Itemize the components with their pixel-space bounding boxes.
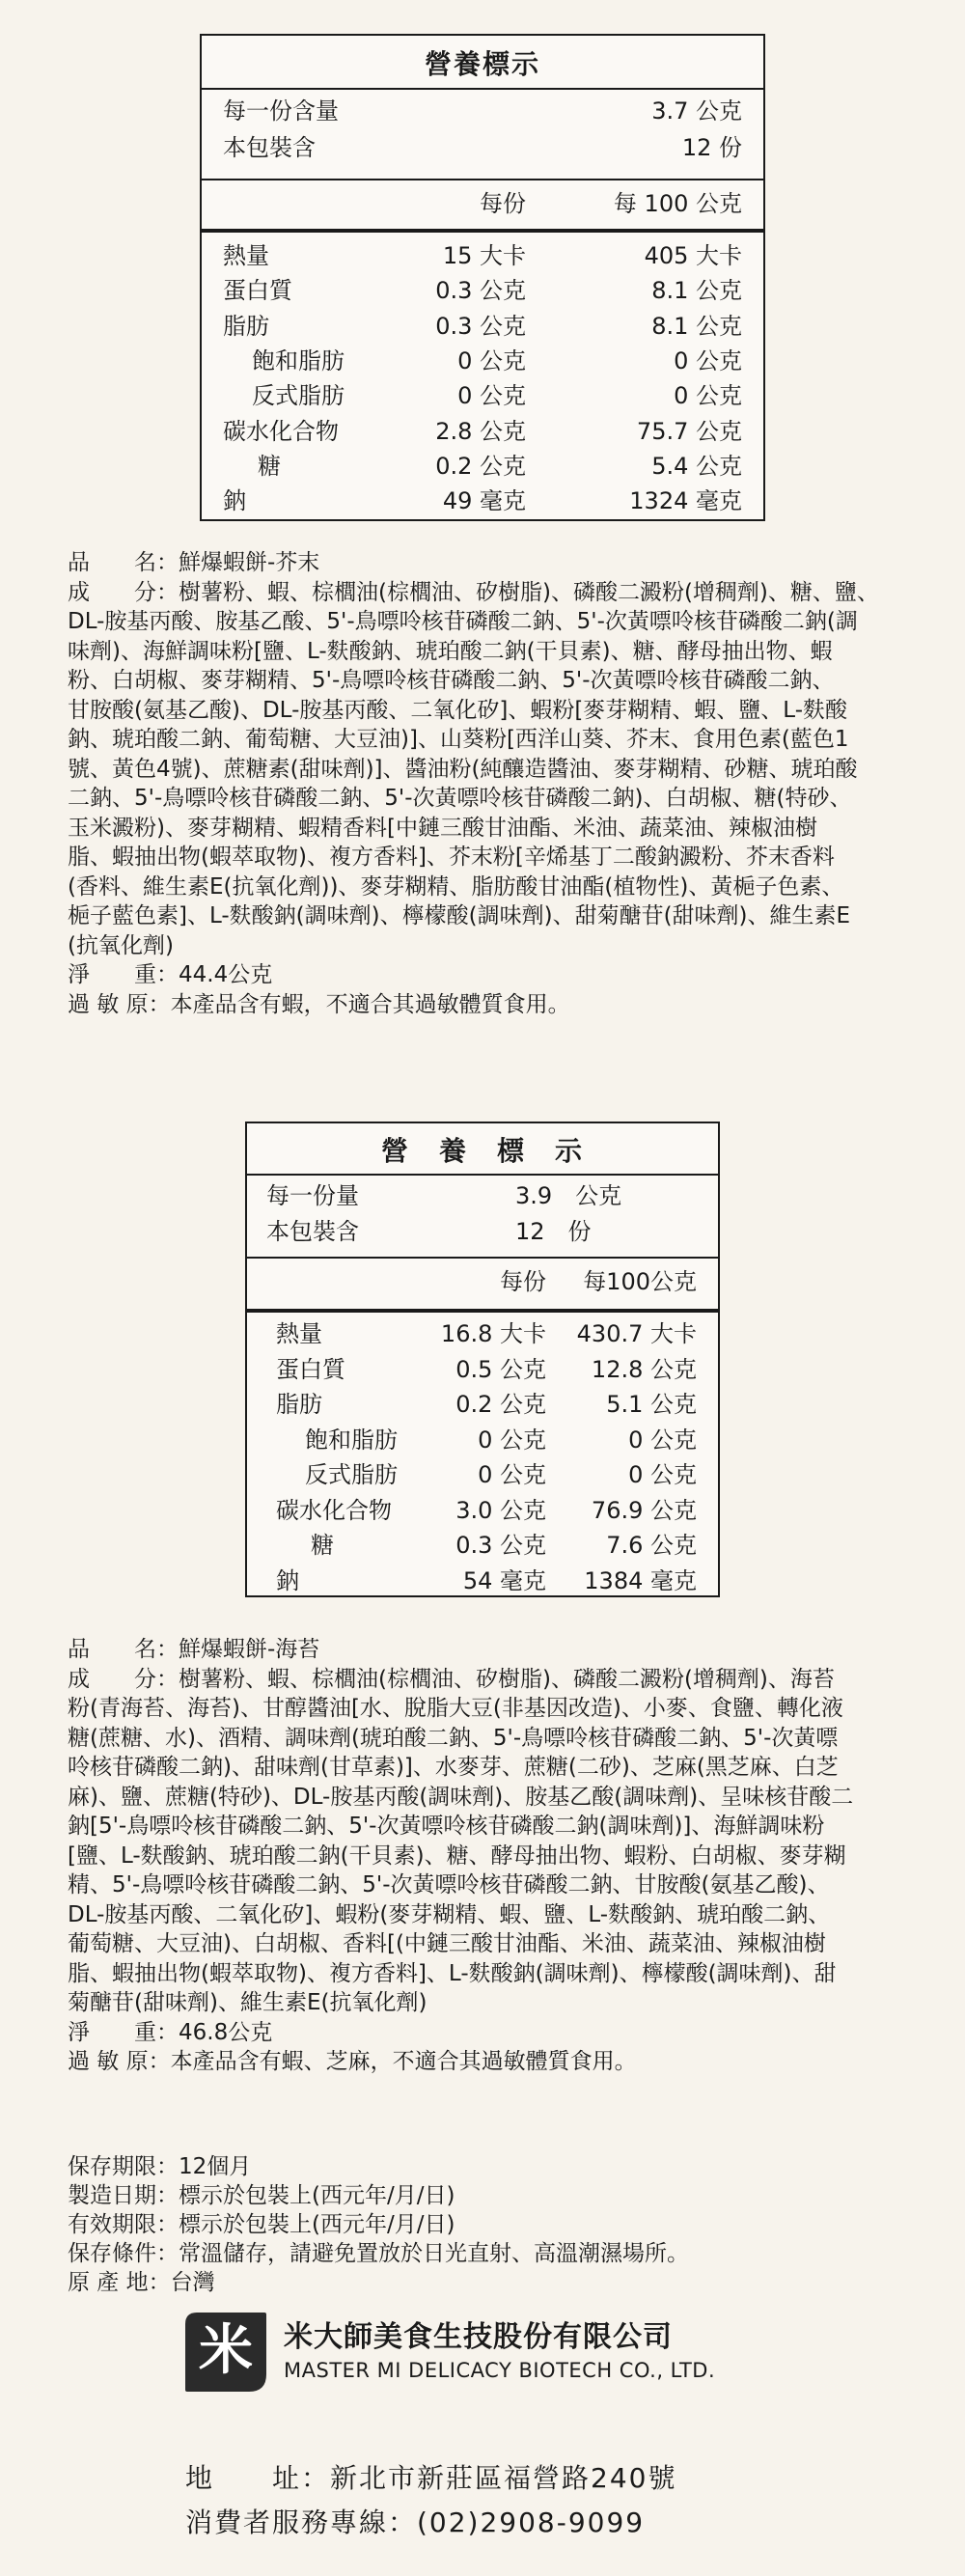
ingredient-line: DL-胺基丙酸、二氧化矽]、蝦粉(麥芽糊精、蝦、鹽、L-麩酸鈉、琥珀酸二鈉、: [68, 1901, 831, 1927]
ingredient-line: 號、黃色4號)、蔗糖素(甜味劑)]、醬油粉(純釀造醬油、麥芽糊精、砂糖、琥珀酸: [68, 756, 858, 782]
ingredient-line: 成 分：樹薯粉、蝦、棕櫚油(棕櫚油、矽樹脂)、磷酸二澱粉(增稠劑)、海苔: [68, 1666, 835, 1692]
ingredient-line: 淨 重：46.8公克: [68, 2019, 273, 2045]
nutrient-per-serving: 0.2 公克: [455, 1391, 546, 1418]
nutrient-per-100g: 5.1 公克: [606, 1391, 697, 1418]
servings-per-pack-label: 本包裝含: [266, 1218, 359, 1245]
ingredient-line: 二鈉、5'-鳥嘌呤核苷磷酸二鈉、5'-次黃嘌呤核苷磷酸二鈉)、白胡椒、糖(特砂、: [68, 786, 852, 811]
company-name-zh: 米大師美食生技股份有限公司: [284, 2320, 673, 2354]
nutrient-label: 反式脂肪: [252, 382, 345, 410]
ingredient-line: 梔子藍色素]、L-麩酸鈉(調味劑)、檸檬酸(調味劑)、甜菊醣苷(甜味劑)、維生素E: [68, 903, 851, 928]
servings-per-pack-row: [202, 130, 763, 165]
serving-size-value: 3.9 公克: [515, 1182, 622, 1209]
divider: [247, 1174, 718, 1176]
nutrient-per-100g: 0 公克: [674, 346, 742, 374]
nutrient-row: [247, 1316, 718, 1351]
nutrient-label: 脂肪: [276, 1391, 322, 1418]
ingredient-line: 粉、白胡椒、麥芽糊精、5'-鳥嘌呤核苷磷酸二鈉、5'-次黃嘌呤核苷磷酸二鈉、: [68, 668, 835, 693]
info-line: 製造日期：標示於包裝上(西元年/月/日): [68, 2183, 455, 2208]
nutrient-per-100g: 0 公克: [628, 1426, 697, 1454]
nutrient-per-serving: 2.8 公克: [435, 417, 526, 445]
nutrient-row: [202, 344, 763, 378]
nutrient-per-100g: 5.4 公克: [651, 452, 742, 480]
nutrient-per-serving: 0 公克: [478, 1461, 546, 1488]
column-header-row: [202, 186, 763, 221]
nutrient-label: 飽和脂肪: [252, 346, 345, 374]
divider: [247, 1309, 718, 1313]
consumer-hotline: 消費者服務專線：(02)2908-9099: [185, 2507, 646, 2538]
serving-size-label: 每一份含量: [223, 97, 339, 125]
nutrient-label: 脂肪: [223, 312, 269, 340]
nutrient-per-serving: 0.5 公克: [455, 1355, 546, 1383]
divider: [247, 1257, 718, 1259]
nutrient-row: [247, 1528, 718, 1563]
column-header-row: [247, 1264, 718, 1299]
ingredient-line: 品 名：鮮爆蝦餅-海苔: [68, 1637, 320, 1662]
divider: [202, 88, 763, 90]
ingredient-line: 淨 重：44.4公克: [68, 962, 273, 987]
nutrient-per-100g: 12.8 公克: [591, 1355, 697, 1383]
nutrient-label: 糖: [311, 1532, 334, 1559]
nutrient-per-serving: 3.0 公克: [455, 1496, 546, 1524]
ingredient-line: 甘胺酸(氨基乙酸)、DL-胺基丙酸、二氧化矽]、蝦粉[麥芽糊精、蝦、鹽、L-麩酸: [68, 697, 848, 723]
company-logo: [183, 2311, 268, 2394]
ingredient-line: 呤核苷磷酸二鈉)、甜味劑(甘草素)]、水麥芽、蔗糖(二砂)、芝麻(黑芝麻、白芝: [68, 1755, 839, 1780]
servings-per-pack-label: 本包裝含: [223, 134, 316, 161]
ingredient-line: 菊醣苷(甜味劑)、維生素E(抗氧化劑): [68, 1990, 427, 2015]
serving-size-value: 3.7 公克: [651, 97, 742, 125]
col-per-100g: 每 100 公克: [613, 190, 742, 217]
nutrient-label: 鈉: [223, 487, 246, 515]
nutrient-per-100g: 430.7 大卡: [576, 1320, 697, 1347]
nutrient-per-100g: 76.9 公克: [591, 1496, 697, 1524]
nutrient-row: [202, 378, 763, 413]
nutrient-row: [247, 1352, 718, 1387]
nutrient-label: 糖: [258, 452, 281, 480]
nutrient-row: [247, 1493, 718, 1528]
nutrient-per-serving: 0.3 公克: [435, 312, 526, 340]
nutrient-per-serving: 16.8 大卡: [440, 1320, 546, 1347]
ingredient-line: DL-胺基丙酸、胺基乙酸、5'-鳥嘌呤核苷磷酸二鈉、5'-次黃嘌呤核苷磷酸二鈉(調: [68, 609, 858, 634]
ingredient-line: 玉米澱粉)、麥芽糊精、蝦精香料[中鏈三酸甘油酯、米油、蔬菜油、辣椒油樹: [68, 815, 817, 841]
nutrient-label: 飽和脂肪: [305, 1426, 398, 1454]
ingredient-line: [鹽、L-麩酸鈉、琥珀酸二鈉(干貝素)、糖、酵母抽出物、蝦粉、白胡椒、麥芽糊: [68, 1842, 846, 1869]
nutrient-per-100g: 1324 毫克: [629, 487, 742, 515]
ingredient-line: 品 名：鮮爆蝦餅-芥末: [68, 550, 320, 575]
company-name-en: MASTER MI DELICACY BIOTECH CO., LTD.: [284, 2359, 716, 2382]
nutrition-panel-1: [200, 34, 765, 521]
nutrient-per-100g: 8.1 公克: [651, 277, 742, 305]
storage-info: [68, 2152, 689, 2297]
nutrient-row: [202, 238, 763, 273]
nutrient-row: [247, 1387, 718, 1422]
nutrient-per-serving: 0.3 公克: [435, 277, 526, 305]
nutrient-label: 熱量: [276, 1320, 322, 1347]
nutrient-row: [202, 414, 763, 449]
nutrient-per-100g: 0 公克: [674, 382, 742, 410]
ingredient-line: 過 敏 原：本產品含有蝦，不適合其過敏體質食用。: [68, 991, 570, 1017]
nutrient-per-serving: 0 公克: [457, 346, 526, 374]
nutrient-label: 蛋白質: [223, 277, 292, 305]
logo-char: 米: [199, 2319, 253, 2382]
ingredient-line: 味劑)、海鮮調味粉[鹽、L-麩酸鈉、琥珀酸二鈉(干貝素)、糖、酵母抽出物、蝦: [68, 638, 833, 664]
nutrient-per-100g: 8.1 公克: [651, 312, 742, 340]
nutrient-row: [202, 309, 763, 344]
nutrient-row: [202, 273, 763, 308]
company-address: 地 址：新北市新莊區福營路240號: [185, 2462, 677, 2494]
nutrient-row: [247, 1423, 718, 1457]
serving-size-label: 每一份量: [266, 1182, 359, 1209]
ingredient-line: (抗氧化劑): [68, 932, 174, 958]
servings-per-pack-row: [247, 1214, 718, 1249]
col-per-serving: 每份: [480, 190, 526, 217]
ingredient-line: (香料、維生素E(抗氧化劑))、麥芽糊精、脂肪酸甘油酯(植物性)、黃梔子色素、: [68, 873, 844, 900]
ingredient-line: 過 敏 原：本產品含有蝦、芝麻，不適合其過敏體質食用。: [68, 2049, 637, 2074]
divider: [202, 229, 763, 233]
nutrient-row: [202, 484, 763, 518]
nutrition-panel-2: [245, 1122, 720, 1597]
serving-size-row: [202, 94, 763, 128]
ingredient-line: 脂、蝦抽出物(蝦萃取物)、複方香料]、L-麩酸鈉(調味劑)、檸檬酸(調味劑)、甜: [68, 1960, 837, 1986]
nutrient-per-serving: 0.3 公克: [455, 1532, 546, 1559]
nutrient-label: 熱量: [223, 242, 269, 269]
nutrient-per-serving: 15 大卡: [442, 242, 526, 269]
nutrient-row: [202, 449, 763, 484]
ingredient-line: 糖(蔗糖、水)、酒精、調味劑(琥珀酸二鈉、5'-鳥嘌呤核苷磷酸二鈉、5'-次黃嘌: [68, 1725, 839, 1751]
nutrient-per-serving: 54 毫克: [462, 1566, 546, 1594]
ingredient-line: 脂、蝦抽出物(蝦萃取物)、複方香料]、芥末粉[辛烯基丁二酸鈉澱粉、芥末香料: [68, 845, 835, 870]
info-line: 原 產 地：台灣: [68, 2270, 215, 2295]
col-per-100g: 每100公克: [583, 1268, 697, 1295]
nutrition-title: 營養標示: [424, 48, 540, 80]
servings-per-pack-value: 12 份: [515, 1218, 592, 1245]
servings-per-pack-value: 12 份: [681, 134, 742, 161]
nutrient-label: 碳水化合物: [223, 417, 339, 445]
nutrient-per-serving: 0.2 公克: [435, 452, 526, 480]
nutrient-label: 蛋白質: [276, 1355, 345, 1383]
nutrient-per-serving: 49 毫克: [442, 487, 526, 515]
info-line: 有效期限：標示於包裝上(西元年/月/日): [68, 2212, 455, 2237]
nutrient-per-100g: 0 公克: [628, 1461, 697, 1488]
ingredient-line: 精、5'-鳥嘌呤核苷磷酸二鈉、5'-次黃嘌呤核苷磷酸二鈉、甘胺酸(氨基乙酸)、: [68, 1872, 830, 1897]
ingredients-block-2: [68, 1635, 853, 2077]
nutrition-title: 營 養 標 示: [380, 1135, 584, 1167]
nutrient-label: 鈉: [276, 1566, 299, 1594]
nutrient-per-100g: 1384 毫克: [584, 1566, 697, 1594]
nutrient-row: [247, 1564, 718, 1598]
ingredient-line: 葡萄糖、大豆油)、白胡椒、香料[(中鏈三酸甘油酯、米油、蔬菜油、辣椒油樹: [68, 1931, 826, 1956]
nutrient-per-100g: 75.7 公克: [636, 417, 742, 445]
ingredient-line: 粉(青海苔、海苔)、甘醇醬油[水、脫脂大豆(非基因改造)、小麥、食鹽、轉化液: [68, 1696, 843, 1721]
info-line: 保存條件：常溫儲存，請避免置放於日光直射、高溫潮濕場所。: [68, 2241, 689, 2266]
ingredient-line: 鈉[5'-鳥嘌呤核苷磷酸二鈉、5'-次黃嘌呤核苷磷酸二鈉(調味劑)]、海鮮調味粉: [68, 1814, 825, 1839]
nutrient-per-100g: 7.6 公克: [606, 1532, 697, 1559]
ingredient-line: 成 分：樹薯粉、蝦、棕櫚油(棕櫚油、矽樹脂)、磷酸二澱粉(增稠劑)、糖、鹽、: [68, 579, 879, 605]
nutrient-per-100g: 405 大卡: [644, 242, 742, 269]
ingredient-line: 麻)、鹽、蔗糖(特砂)、DL-胺基丙酸(調味劑)、胺基乙酸(調味劑)、呈味核苷酸二: [68, 1784, 854, 1810]
ingredient-line: 鈉、琥珀酸二鈉、葡萄糖、大豆油)]、山葵粉[西洋山葵、芥末、食用色素(藍色1: [68, 727, 849, 752]
nutrient-per-serving: 0 公克: [457, 382, 526, 410]
info-line: 保存期限：12個月: [68, 2154, 252, 2179]
nutrient-label: 反式脂肪: [305, 1461, 398, 1488]
col-per-serving: 每份: [500, 1268, 546, 1295]
nutrient-label: 碳水化合物: [276, 1496, 392, 1524]
ingredients-block-1: [68, 548, 879, 1019]
nutrient-row: [247, 1457, 718, 1492]
nutrient-per-serving: 0 公克: [478, 1426, 546, 1454]
serving-size-row: [247, 1178, 718, 1213]
divider: [202, 179, 763, 180]
